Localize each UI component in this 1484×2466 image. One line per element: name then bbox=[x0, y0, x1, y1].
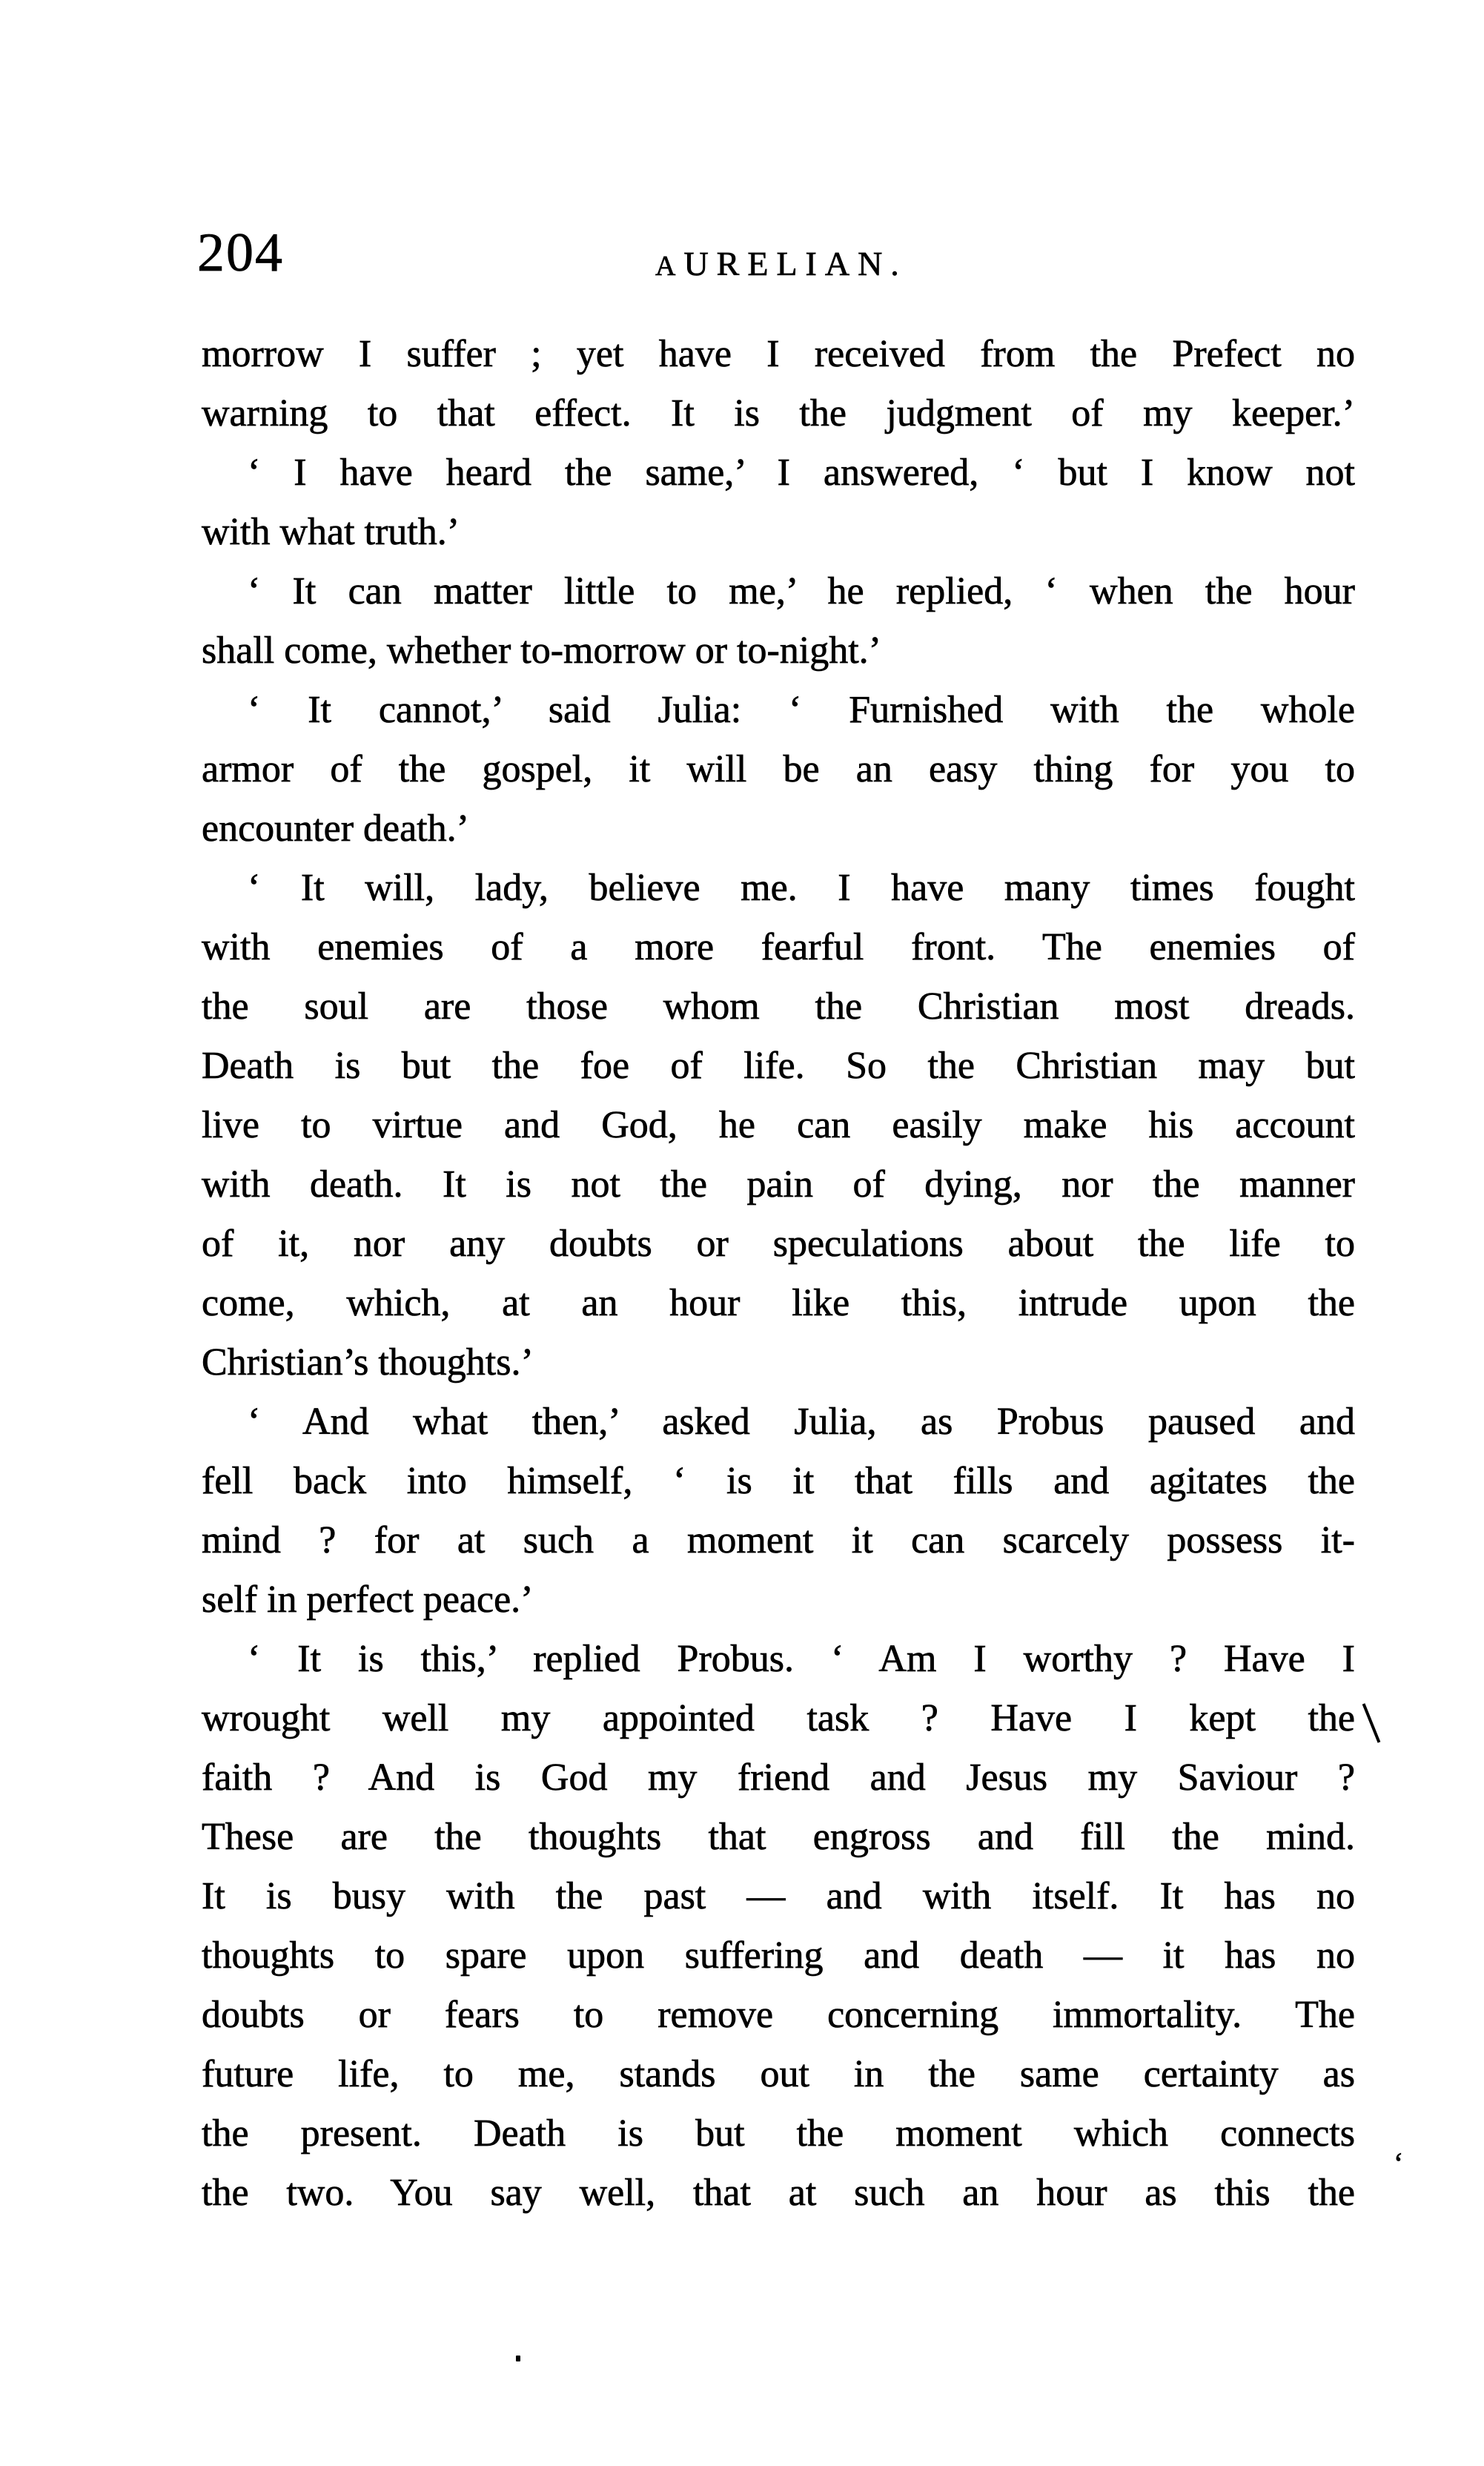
text-line: live to virtue and God, he can easily make his account bbox=[202, 1104, 1355, 1146]
text-line: ‘ I have heard the same,’ I answered, ‘ but I know not bbox=[248, 452, 1355, 494]
running-header-title: AURELIAN. bbox=[655, 245, 907, 282]
scan-artifact-diagonal-stroke bbox=[1362, 1703, 1381, 1742]
text-line: shall come, whether to-morrow or to-night.’ bbox=[202, 629, 881, 672]
text-line: come, which, at an hour like this, intrude upon the bbox=[202, 1282, 1355, 1324]
text-line: self in perfect peace.’ bbox=[202, 1579, 534, 1621]
text-line: mind ? for at such a moment it can scarcely possess it- bbox=[202, 1519, 1355, 1561]
text-line: with what truth.’ bbox=[202, 511, 460, 553]
text-line: ‘ And what then,’ asked Julia, as Probus paused and bbox=[248, 1401, 1355, 1443]
text-line: of it, nor any doubts or speculations about the life to bbox=[202, 1223, 1355, 1265]
text-line: the soul are those whom the Christian most dreads. bbox=[202, 985, 1355, 1028]
text-line: future life, to me, stands out in the same certainty as bbox=[202, 2053, 1355, 2095]
scan-artifact-speck bbox=[516, 2356, 520, 2361]
text-line: These are the thoughts that engross and fill the mind. bbox=[202, 1816, 1355, 1858]
text-line: warning to that effect. It is the judgment of my keeper.’ bbox=[202, 392, 1355, 434]
text-line: faith ? And is God my friend and Jesus my Saviour ? bbox=[202, 1756, 1355, 1799]
text-line: morrow I suffer ; yet have I received from the Prefect no bbox=[202, 333, 1355, 375]
text-line: encounter death.’ bbox=[202, 807, 469, 850]
text-line: doubts or fears to remove concerning immortality. The bbox=[202, 1994, 1355, 2036]
text-line: with enemies of a more fearful front. The enemies of bbox=[202, 926, 1355, 968]
text-line: Christian’s thoughts.’ bbox=[202, 1341, 534, 1384]
text-line: ‘ It cannot,’ said Julia: ‘ Furnished with the whole bbox=[248, 689, 1355, 731]
text-line: the present. Death is but the moment which connects bbox=[202, 2112, 1355, 2155]
text-line: ‘ It can matter little to me,’ he replied, ‘ when the hour bbox=[248, 570, 1355, 612]
text-line: ‘ It will, lady, believe me. I have many times fought bbox=[248, 867, 1355, 909]
text-line: the two. You say well, that at such an hour as this the bbox=[202, 2172, 1355, 2214]
text-line: fell back into himself, ‘ is it that fills and agitates the bbox=[202, 1460, 1355, 1502]
text-line: with death. It is not the pain of dying, nor the manner bbox=[202, 1163, 1355, 1206]
text-line: It is busy with the past — and with itself. It has no bbox=[202, 1875, 1355, 1917]
page-body-text bbox=[202, 325, 1355, 2223]
text-line: thoughts to spare upon suffering and death — it has no bbox=[202, 1934, 1355, 1977]
text-line: Death is but the foe of life. So the Christian may but bbox=[202, 1045, 1355, 1087]
page-number: 204 bbox=[197, 222, 284, 283]
text-line: armor of the gospel, it will be an easy thing for you to bbox=[202, 748, 1355, 790]
text-line: wrought well my appointed task ? Have I kept the bbox=[202, 1697, 1355, 1739]
text-line: ‘ It is this,’ replied Probus. ‘ Am I worthy ? Have I bbox=[248, 1638, 1355, 1680]
scan-artifact-tick-mark: ‘ bbox=[1394, 2146, 1404, 2180]
